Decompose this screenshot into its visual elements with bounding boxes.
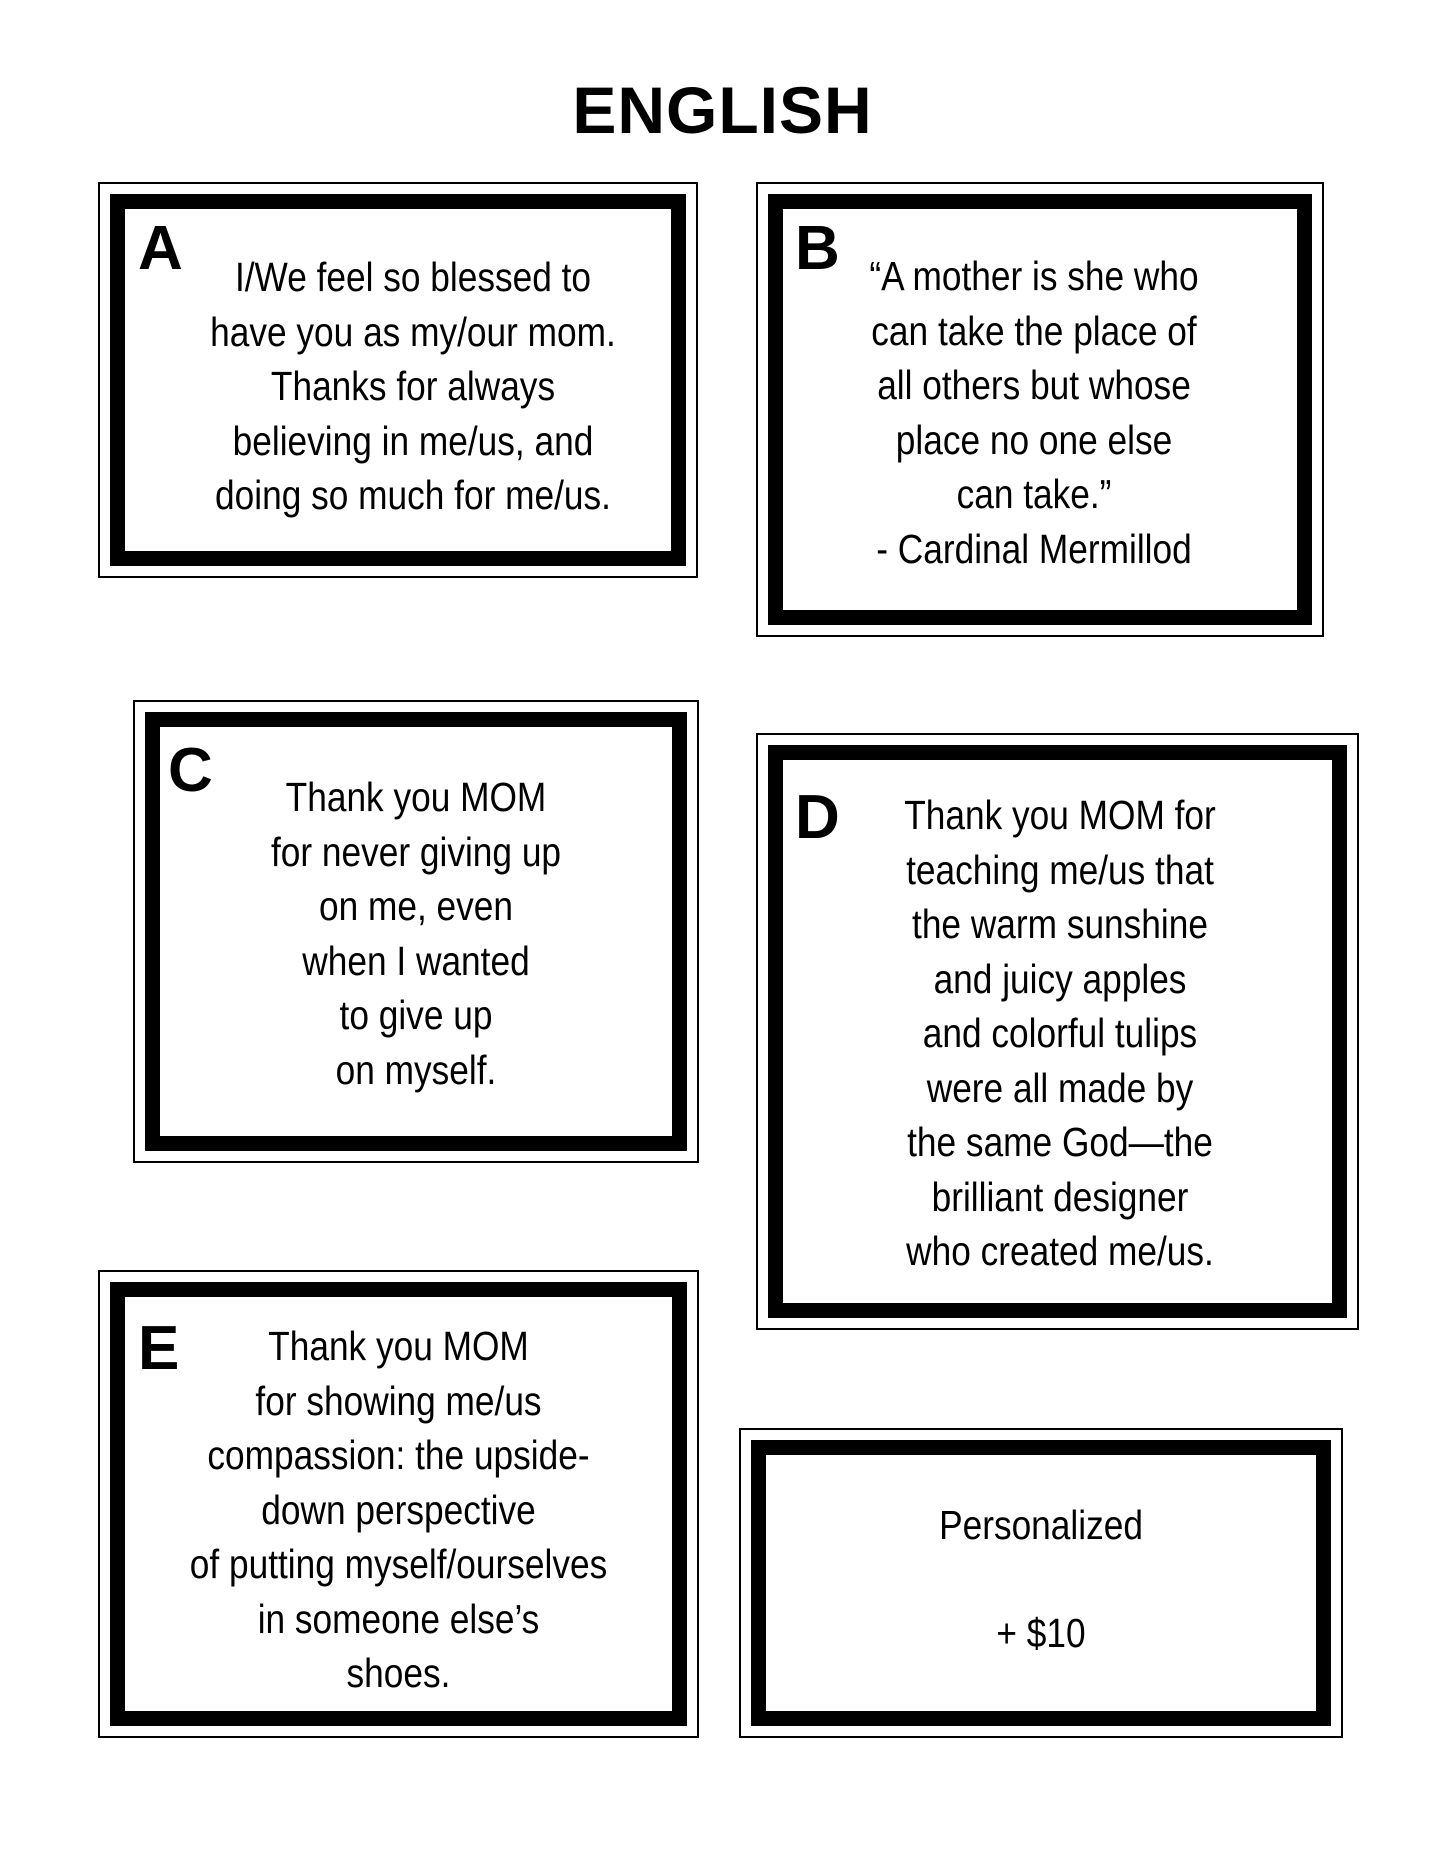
card-d-line: and juicy apples — [933, 955, 1187, 1002]
page-title: ENGLISH — [572, 73, 873, 147]
card-a-line: Thanks for always — [270, 363, 556, 409]
card-e[interactable] — [98, 1270, 699, 1738]
card-b-frame — [768, 194, 1312, 625]
card-d-letter: D — [795, 783, 840, 852]
card-c-letter: C — [168, 736, 213, 805]
card-e-line: shoes. — [346, 1650, 451, 1696]
card-d-line: teaching me/us that — [906, 846, 1214, 893]
card-d-line: Thank you MOM for — [904, 792, 1216, 838]
card-e-frame — [110, 1282, 687, 1726]
card-c-line: when I wanted — [302, 937, 530, 984]
card-e-letter: E — [138, 1314, 180, 1383]
card-c-frame — [145, 712, 687, 1151]
card-a-letter: A — [138, 214, 183, 283]
personalized-label: Personalized — [939, 1502, 1143, 1548]
card-a-line: believing in me/us, and — [232, 417, 594, 464]
card-d-line: who created me/us. — [906, 1228, 1214, 1274]
card-e-line: for showing me/us — [255, 1377, 542, 1424]
card-e-line: Thank you MOM — [268, 1323, 529, 1369]
card-e-line: of putting myself/ourselves — [189, 1541, 608, 1587]
card-a-line: have you as my/our mom. — [210, 308, 616, 355]
card-b[interactable] — [756, 182, 1324, 637]
card-d-line: the same God—the — [907, 1119, 1213, 1165]
card-a-line: I/We feel so blessed to — [234, 254, 592, 300]
card-a[interactable] — [98, 182, 698, 578]
card-a-line: doing so much for me/us. — [215, 472, 611, 518]
card-b-line: - Cardinal Mermillod — [876, 525, 1192, 572]
card-personalized[interactable] — [739, 1428, 1343, 1738]
card-b-line: all others but whose — [877, 362, 1191, 408]
card-c-line: on myself. — [335, 1046, 497, 1093]
card-c[interactable] — [133, 700, 699, 1163]
card-c-line: Thank you MOM — [285, 774, 547, 820]
card-d-frame — [768, 745, 1347, 1318]
card-d-line: the warm sunshine — [912, 901, 1208, 947]
card-e-line: down perspective — [261, 1486, 536, 1533]
card-d[interactable] — [756, 733, 1359, 1330]
card-b-line: “A mother is she who — [869, 253, 1199, 299]
card-a-frame — [110, 194, 686, 566]
card-b-line: place no one else — [895, 416, 1173, 463]
card-c-line: to give up — [339, 992, 493, 1038]
card-b-line: can take.” — [956, 471, 1112, 517]
card-b-line: can take the place of — [871, 307, 1197, 354]
card-d-line: brilliant designer — [931, 1173, 1189, 1220]
card-d-line: and colorful tulips — [922, 1010, 1198, 1056]
card-e-line: in someone else’s — [257, 1595, 540, 1642]
card-e-line: compassion: the upside- — [207, 1432, 590, 1478]
card-personalized-frame — [751, 1440, 1331, 1726]
card-c-line: for never giving up — [270, 828, 562, 875]
card-c-line: on me, even — [318, 883, 514, 929]
card-d-line: were all made by — [926, 1064, 1194, 1111]
personalized-price: + $10 — [996, 1610, 1086, 1656]
card-b-letter: B — [795, 214, 840, 283]
